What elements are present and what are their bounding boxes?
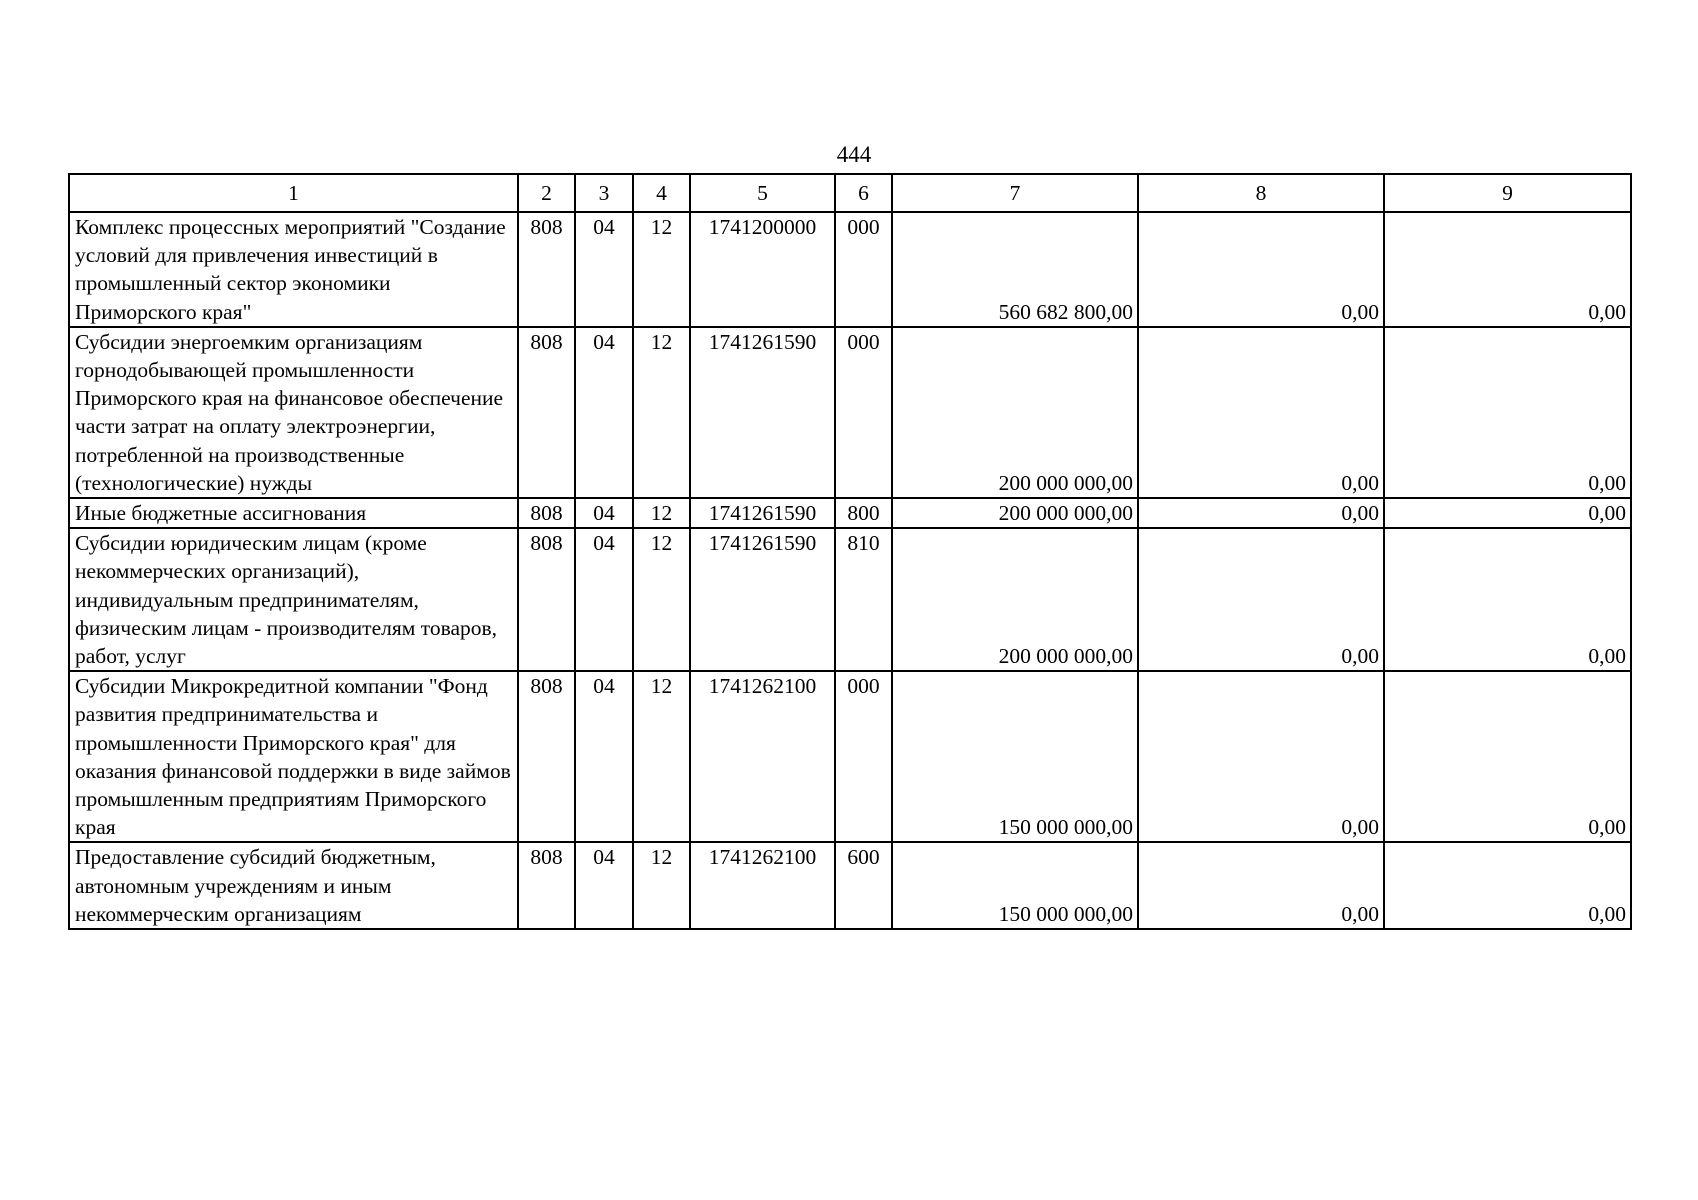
row-name-cell: Субсидии энергоемким организациям горнодобывающей промышленности Приморского края на финансовое обеспечение части затрат на оплату электроэнергии, потребленной на производственные (технологические) нужды: [69, 327, 518, 498]
amount-cell: 0,00: [1138, 498, 1384, 528]
code-cell: 808: [518, 842, 575, 929]
row-name-cell: Иные бюджетные ассигнования: [69, 498, 518, 528]
column-header: 1: [69, 174, 518, 212]
amount-cell: 0,00: [1138, 212, 1384, 327]
amount-cell: 0,00: [1138, 528, 1384, 671]
code-cell: 600: [835, 842, 892, 929]
code-cell: 04: [575, 327, 633, 498]
column-header: 6: [835, 174, 892, 212]
code-cell: 04: [575, 212, 633, 327]
code-cell: 1741262100: [690, 671, 835, 842]
column-header: 8: [1138, 174, 1384, 212]
table-header-row: [69, 174, 1631, 212]
page-number: 444: [836, 142, 872, 167]
code-cell: 808: [518, 212, 575, 327]
column-header: 3: [575, 174, 633, 212]
amount-cell: 200 000 000,00: [892, 498, 1138, 528]
code-cell: 04: [575, 528, 633, 671]
table-row: [69, 498, 1631, 528]
code-cell: 000: [835, 212, 892, 327]
code-cell: 1741261590: [690, 327, 835, 498]
column-header: 9: [1384, 174, 1631, 212]
amount-cell: 0,00: [1384, 212, 1631, 327]
code-cell: 800: [835, 498, 892, 528]
budget-table: [68, 173, 1632, 930]
code-cell: 12: [633, 327, 690, 498]
code-cell: 12: [633, 212, 690, 327]
amount-cell: 0,00: [1138, 671, 1384, 842]
code-cell: 1741261590: [690, 528, 835, 671]
table-row: [69, 212, 1631, 327]
code-cell: 808: [518, 327, 575, 498]
code-cell: 808: [518, 498, 575, 528]
amount-cell: 0,00: [1384, 842, 1631, 929]
amount-cell: 200 000 000,00: [892, 528, 1138, 671]
code-cell: 1741262100: [690, 842, 835, 929]
amount-cell: 150 000 000,00: [892, 671, 1138, 842]
table-row: [69, 842, 1631, 929]
code-cell: 12: [633, 842, 690, 929]
code-cell: 04: [575, 498, 633, 528]
amount-cell: 0,00: [1384, 671, 1631, 842]
code-cell: 000: [835, 327, 892, 498]
amount-cell: 200 000 000,00: [892, 327, 1138, 498]
table-row: [69, 327, 1631, 498]
column-header: 7: [892, 174, 1138, 212]
code-cell: 04: [575, 671, 633, 842]
row-name-cell: Субсидии юридическим лицам (кроме некоммерческих организаций), индивидуальным предпринимателям, физическим лицам - производителям товаров, работ, услуг: [69, 528, 518, 671]
code-cell: 808: [518, 671, 575, 842]
row-name-cell: Субсидии Микрокредитной компании "Фонд развития предпринимательства и промышленности Приморского края" для оказания финансовой поддержки в виде займов промышленным предприятиям Приморского края: [69, 671, 518, 842]
code-cell: 04: [575, 842, 633, 929]
code-cell: 1741200000: [690, 212, 835, 327]
amount-cell: 0,00: [1384, 498, 1631, 528]
column-header: 5: [690, 174, 835, 212]
amount-cell: 0,00: [1138, 842, 1384, 929]
code-cell: 810: [835, 528, 892, 671]
amount-cell: 560 682 800,00: [892, 212, 1138, 327]
amount-cell: 150 000 000,00: [892, 842, 1138, 929]
row-name-cell: Предоставление субсидий бюджетным, автономным учреждениям и иным некоммерческим организациям: [69, 842, 518, 929]
row-name-cell: Комплекс процессных мероприятий "Создание условий для привлечения инвестиций в промышленный сектор экономики Приморского края": [69, 212, 518, 327]
column-header: 4: [633, 174, 690, 212]
code-cell: 808: [518, 528, 575, 671]
table-row: [69, 528, 1631, 671]
code-cell: 000: [835, 671, 892, 842]
code-cell: 12: [633, 671, 690, 842]
column-header: 2: [518, 174, 575, 212]
code-cell: 12: [633, 528, 690, 671]
code-cell: 1741261590: [690, 498, 835, 528]
table-row: [69, 671, 1631, 842]
amount-cell: 0,00: [1384, 327, 1631, 498]
amount-cell: 0,00: [1384, 528, 1631, 671]
amount-cell: 0,00: [1138, 327, 1384, 498]
code-cell: 12: [633, 498, 690, 528]
